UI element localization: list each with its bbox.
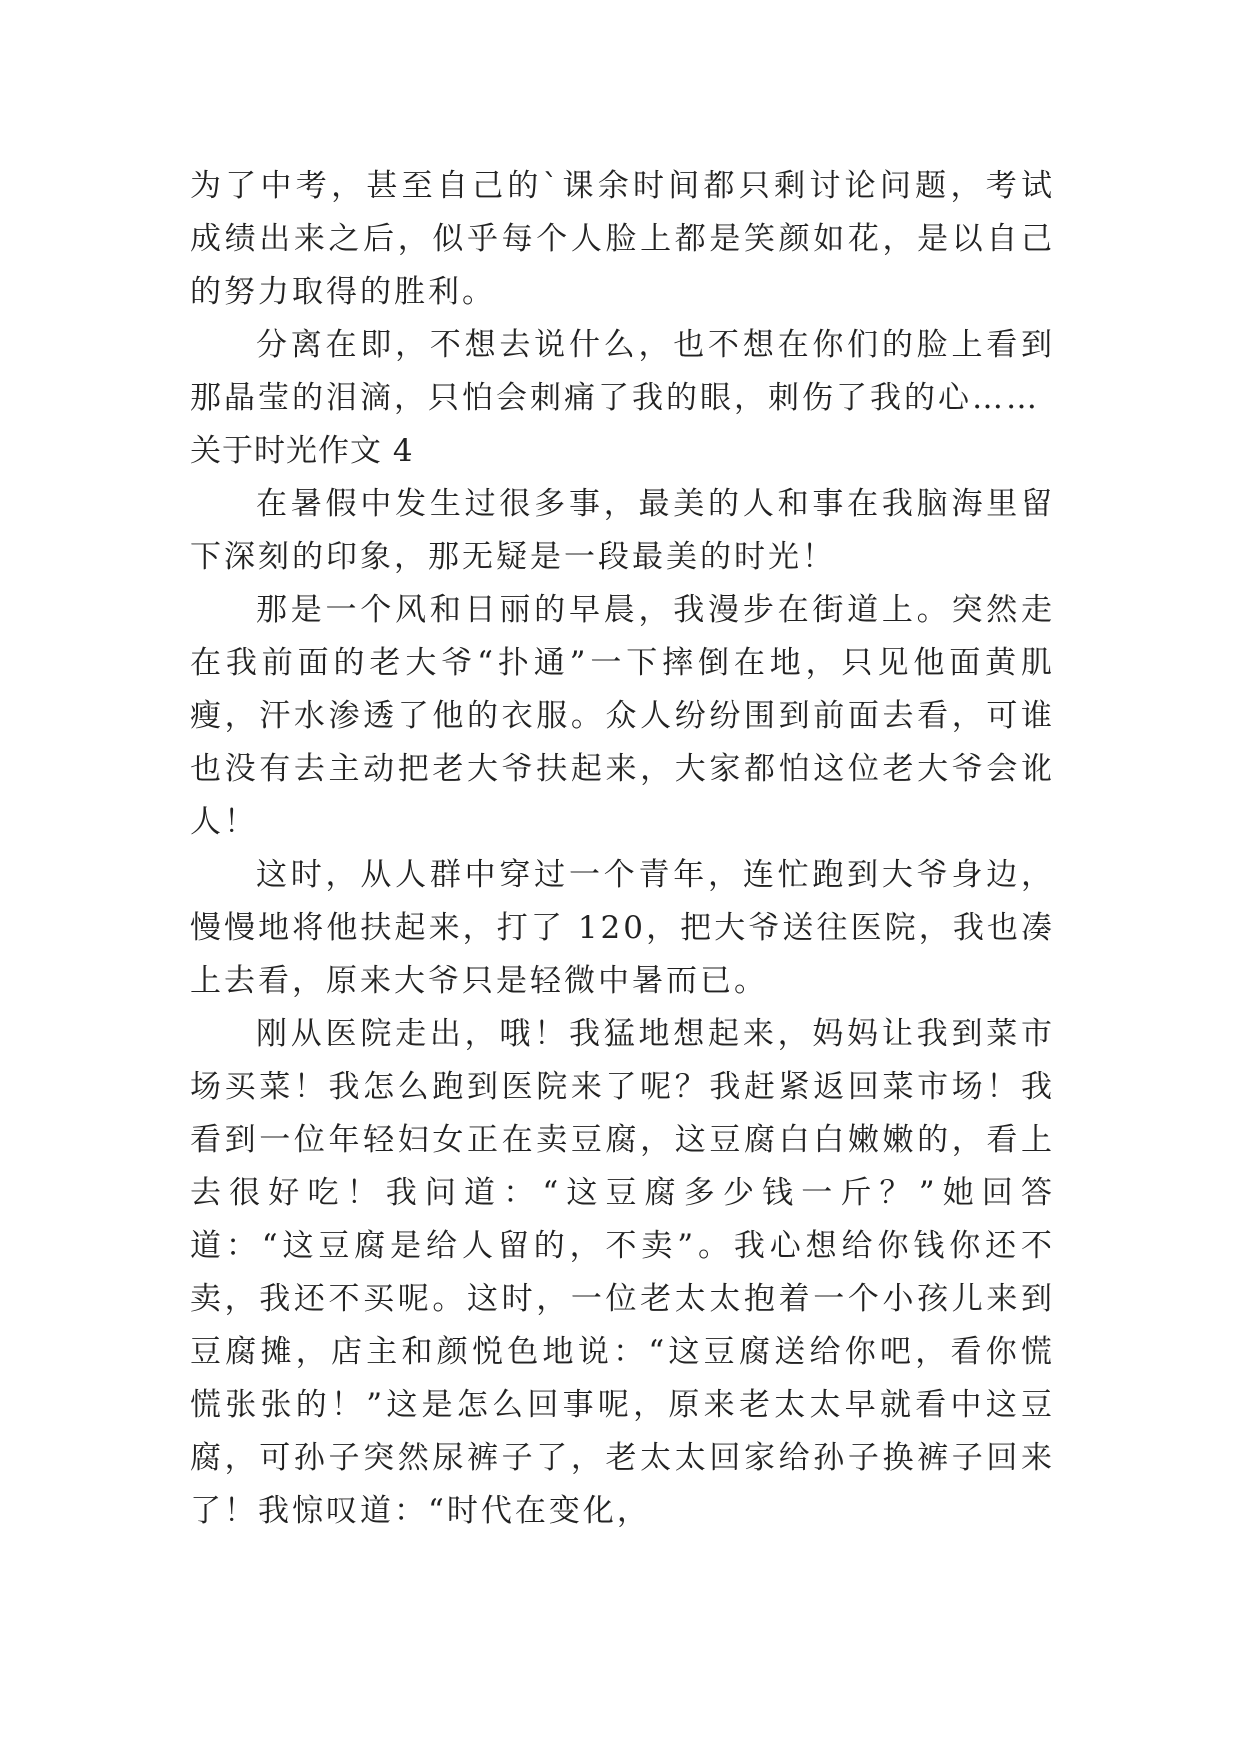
body-paragraph-1: 在暑假中发生过很多事，最美的人和事在我脑海里留下深刻的印象，那无疑是一段最美的时光！: [190, 486, 1055, 575]
section-heading: 关于时光作文 4: [190, 433, 414, 469]
paragraph-2: 分离在即，不想去说什么，也不想在你们的脸上看到那晶莹的泪滴，只怕会刺痛了我的眼，刺伤了我的心……: [190, 327, 1055, 416]
body-paragraph-4: 刚从医院走出，哦！我猛地想起来，妈妈让我到菜市场买菜！我怎么跑到医院来了呢？我赶紧返回菜市场！我看到一位年轻妇女正在卖豆腐，这豆腐白白嫩嫩的，看上去很好吃！我问道：“这豆腐多少钱一斤？”她回答道：“这豆腐是给人留的，不卖”。我心想给你钱你还不卖，我还不买呢。这时，一位老太太抱着一个小孩儿来到豆腐摊，店主和颜悦色地说：“这豆腐送给你吧，看你慌慌张张的！”这是怎么回事呢，原来老太太早就看中这豆腐，可孙子突然尿裤子了，老太太回家给孙子换裤子回来了！我惊叹道：“时代在变化，: [190, 1016, 1055, 1529]
document-content: [190, 160, 1055, 1538]
body-paragraph-3: 这时，从人群中穿过一个青年，连忙跑到大爷身边，慢慢地将他扶起来，打了 120，把大爷送往医院，我也凑上去看，原来大爷只是轻微中暑而已。: [190, 857, 1055, 999]
paragraph-1: 为了中考，甚至自己的`课余时间都只剩讨论问题，考试成绩出来之后，似乎每个人脸上都是笑颜如花，是以自己的努力取得的胜利。: [190, 168, 1055, 310]
body-paragraph-2: 那是一个风和日丽的早晨，我漫步在街道上。突然走在我前面的老大爷“扑通”一下摔倒在地，只见他面黄肌瘦，汗水渗透了他的衣服。众人纷纷围到前面去看，可谁也没有去主动把老大爷扶起来，大家都怕这位老大爷会讹人！: [190, 592, 1055, 840]
